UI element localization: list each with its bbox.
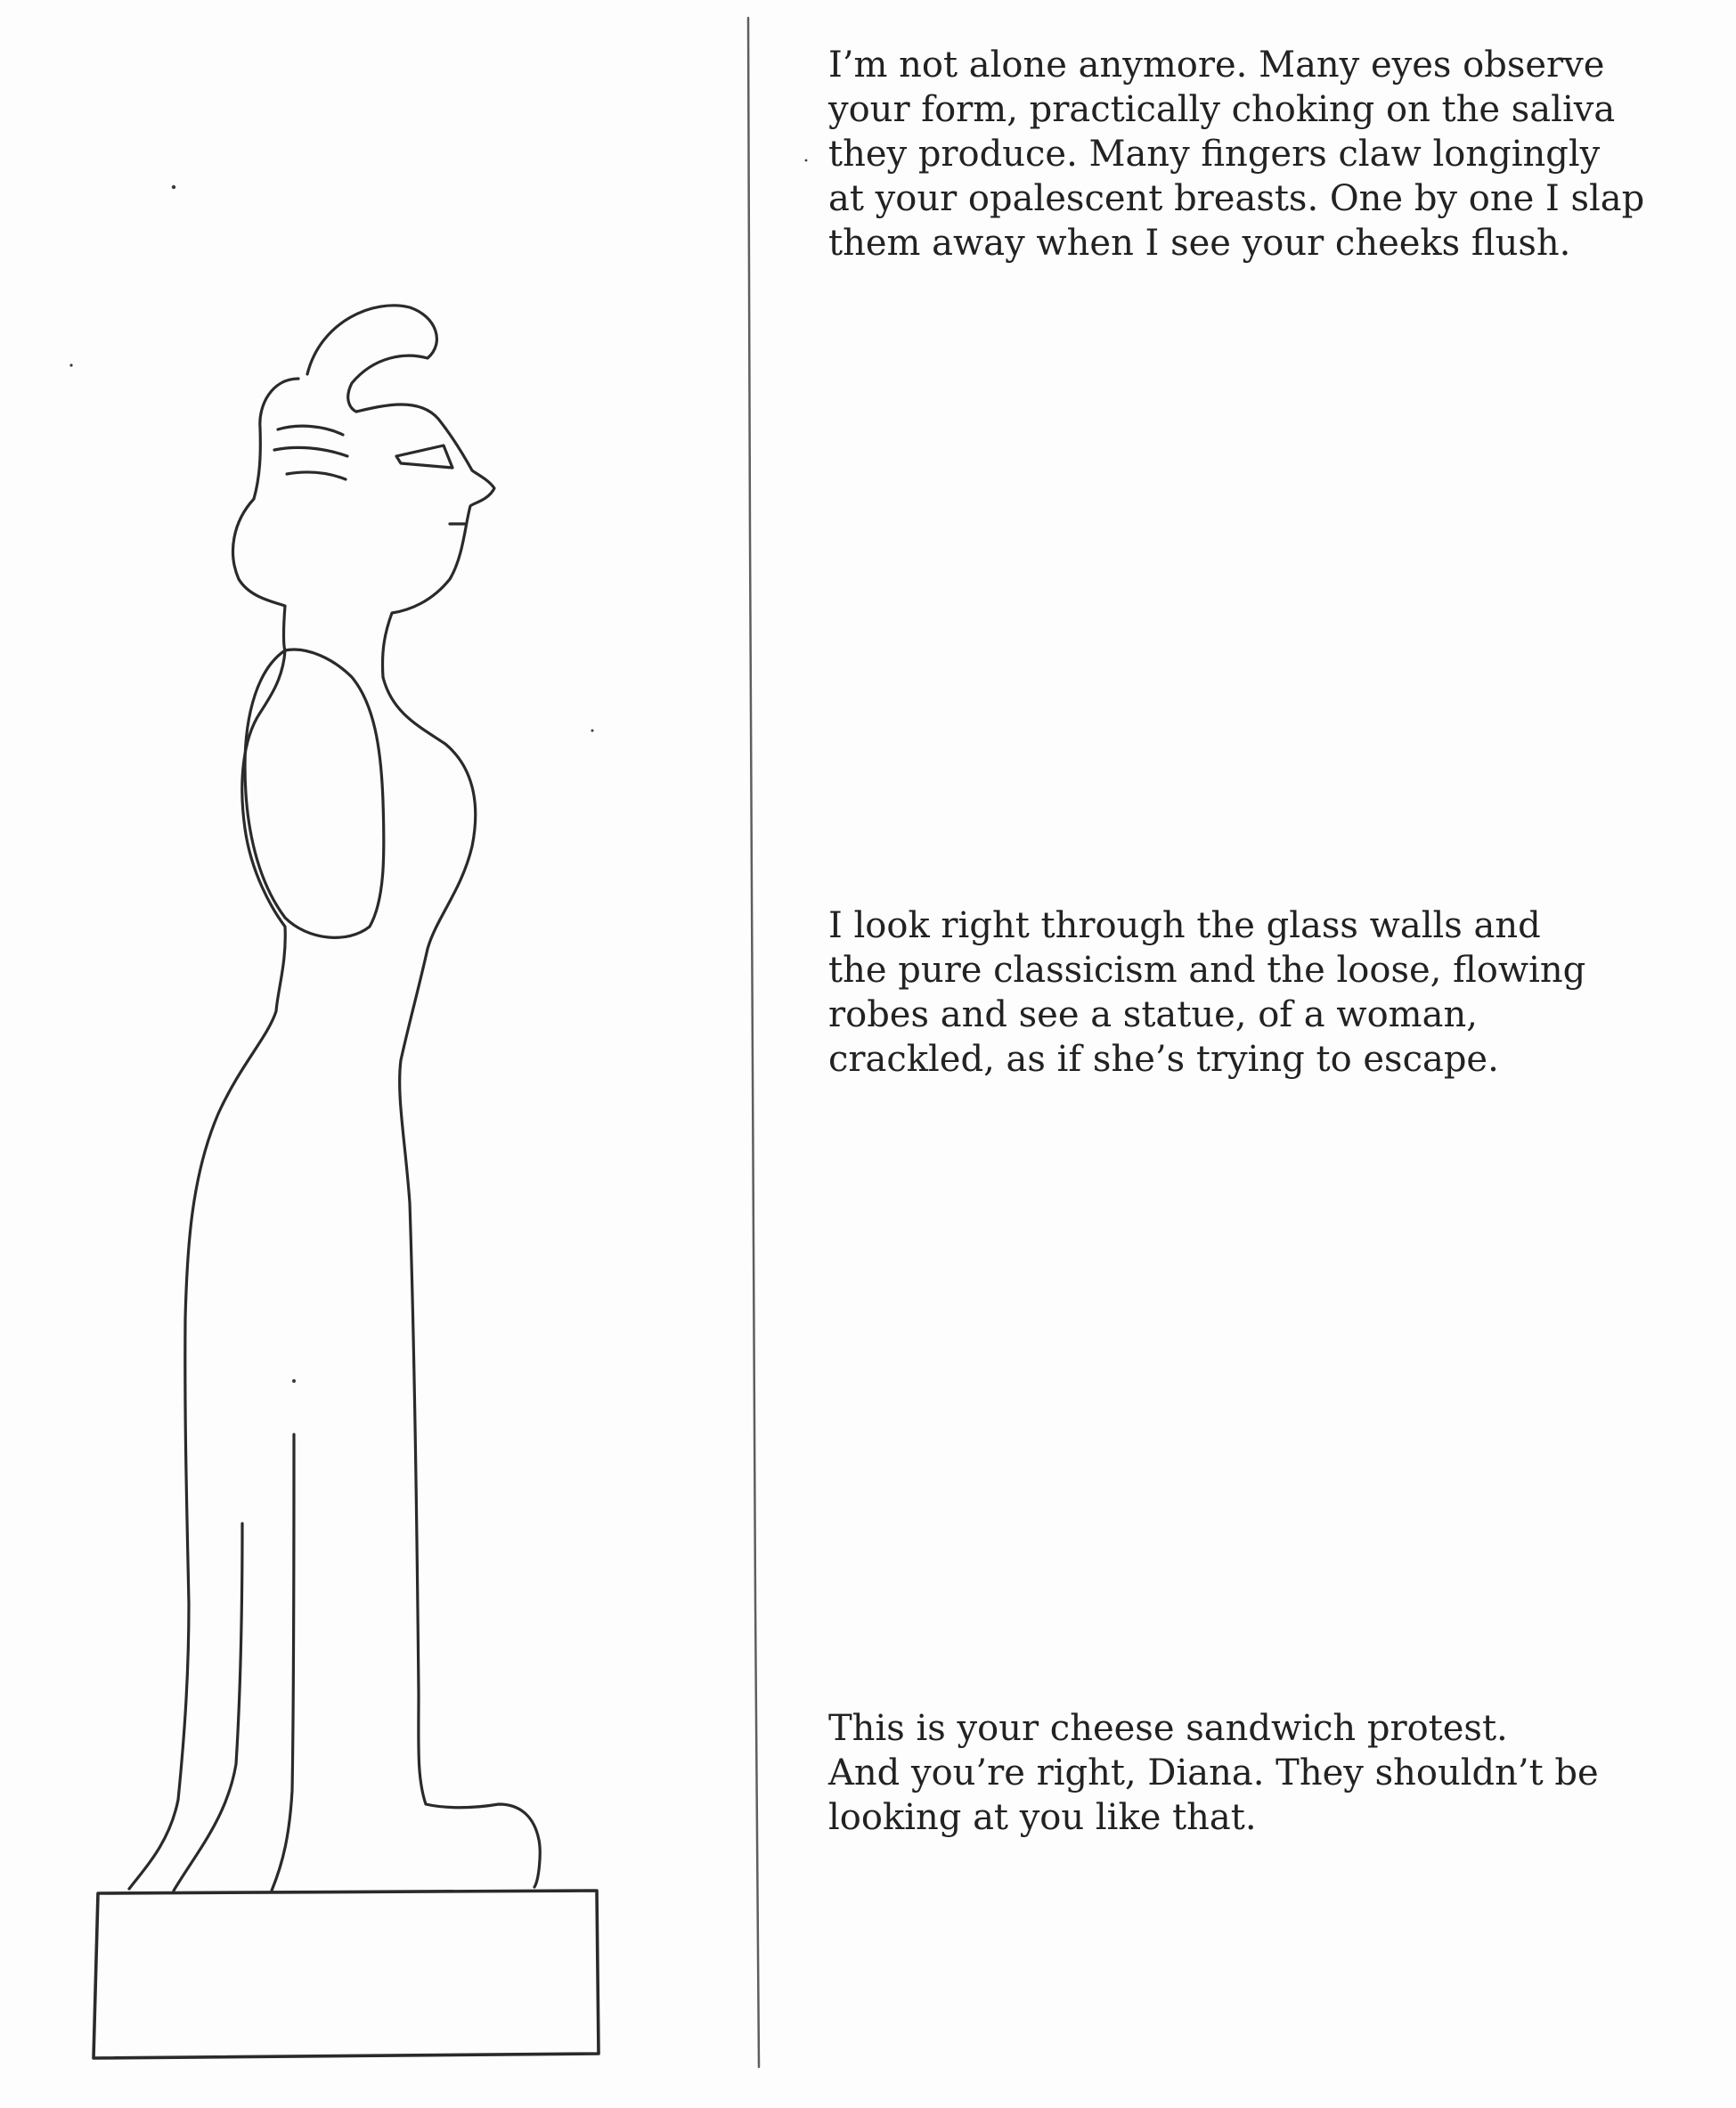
poem-line: This is your cheese sandwich protest. [828,1708,1508,1749]
poem-line: And you’re right, Diana. They shouldn’t be [828,1753,1599,1793]
poem-line: I look right through the glass walls and [828,905,1541,946]
face-outline [356,404,494,677]
head-outline [233,379,298,650]
pencil-specks [69,159,807,1383]
poem-line: looking at you like that. [828,1797,1257,1838]
body-right-outline [383,677,540,1887]
body-left-outline [129,650,285,1889]
hair-bun-outline [307,306,436,412]
poem-stanza-1 [828,43,1701,266]
hair-line [287,472,346,479]
hair-line [278,426,343,435]
poem-line: they produce. Many fingers claw longingly [828,134,1601,175]
poem-line: the pure classicism and the loose, flowing [828,950,1586,991]
poem-stanza-2 [828,903,1701,1082]
poem-line: them away when I see your cheeks flush. [828,223,1571,264]
poem-line: your form, practically choking on the saliva [828,89,1616,130]
hair-line [274,447,347,456]
poem-line: at your opalescent breasts. One by one I slap [828,178,1645,219]
poem-stanza-3 [828,1706,1701,1840]
divider-line [748,18,759,2067]
pedestal-base [94,1891,599,2058]
eye-mark [396,445,452,468]
poem-line: robes and see a statue, of a woman, [828,994,1478,1035]
robe-fold-line [174,1524,242,1891]
poem-line: crackled, as if she’s trying to escape. [828,1039,1499,1080]
robe-fold-line [272,1434,294,1891]
poem-line: I’m not alone anymore. Many eyes observe [828,45,1605,86]
